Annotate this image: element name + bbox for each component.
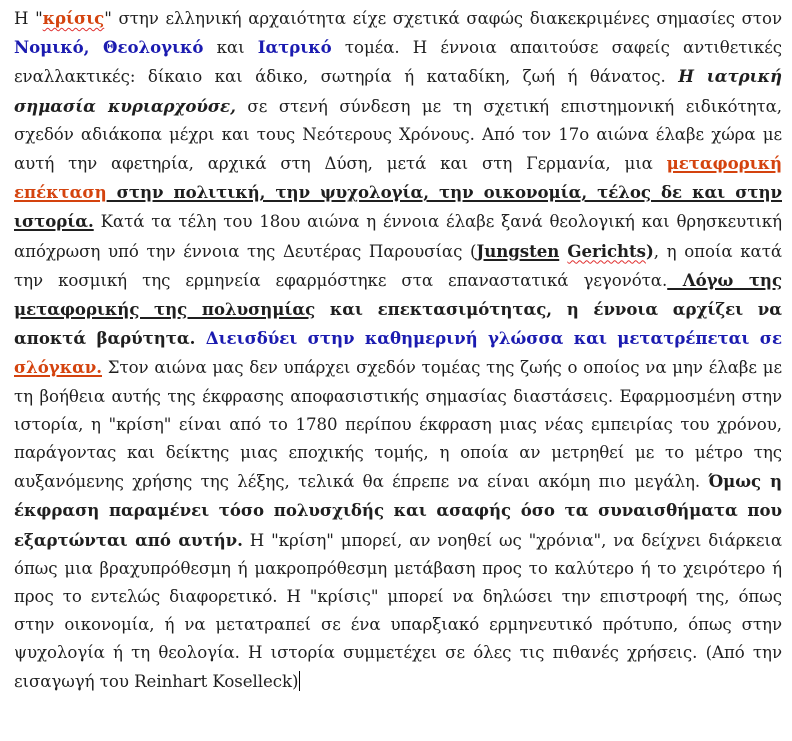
emphasis-everyday-language: Διεισδύει στην καθημερινή γλώσσα και μετατρέπεται σε [205, 328, 782, 349]
term-slogan: σλόγκαν. [14, 357, 102, 378]
text-cursor [299, 671, 300, 691]
text-run: ) [645, 240, 654, 261]
emphasis-medical-meaning: Η ιατρική σημασία κυριαρχούσε, [14, 66, 782, 116]
text-run: τομέα. Η έννοια απαιτούσε σαφείς αντιθετικές εναλλακτικές: δίκαιο και άδικο, σωτηρία ή καταδίκη, ζωή ή θάνατος. [14, 38, 782, 87]
text-run: , η οποία κατά την κοσμική της ερμηνεία εφαρμόστηκε στα επαναστατικά γεγονότα. [14, 241, 782, 290]
text-run: Στον αιώνα μας δεν υπάρχει σχεδόν τομέας της ζωής ο οποίος να μην έλαβε με τη βοήθεια αυτής της έκφρασης αποφασιστικής σημασίας διαστάσεις. Εφαρμοσμένη στην ιστορία, η "κρίση" είναι από το 1780 περίπου έκφραση μιας νέας εμπειρίας του χρόνου, παράγοντας και δείκτης μιας εποχικής τομής, η οποία αν μετρηθεί με το μέτρο της αυξανόμενης χρήσης της λέξης, τελικά θα έπρεπε να είναι ακόμη πιο μεγάλη. [14, 358, 782, 492]
text-run: και [203, 38, 258, 58]
emphasis-ambiguity: Όμως η έκφραση παραμένει τόσο πολυσχιδής και ασαφής όσο τα συναισθήματα που εξαρτώνται από αυτήν. [14, 471, 782, 550]
text-run: Η " [14, 9, 43, 28]
text-run: Η "κρίση" μπορεί, αν νοηθεί ως "χρόνια", να δείχνει διάρκεια όπως μια βραχυπρόθεσμη ή μακροπρόθεσμη μετάβαση προς το καλύτερο ή το χειρότερο ή προς το εντελώς διαφορετικό. Η "κρίσις" μπορεί να δηλώσει την επιστροφή της, όπως στην οικονομία, ή να μετατραπεί σε ένα υπαρξιακό ερμηνευτικό πρότυπο, όπως στην ψυχολογία ή τη θεολογία. Η ιστορία συμμετέχει σε όλες τις πιθανές χρήσεις. (Από την εισαγωγή του Reinhart Koselleck) [14, 530, 782, 691]
term-medical: Ιατρικό [257, 37, 332, 58]
emphasis-fields: στην πολιτική, την ψυχολογία, την οικονομία, τέλος δε και στην ιστορία. [14, 182, 782, 232]
text-run: Κατά τα τέλη του 18ου αιώνα η έννοια έλαβε ξανά θεολογική και θρησκευτική απόχρωση υπό την έννοια της Δευτέρας Παρουσίας ( [14, 212, 782, 261]
term-jungsten: Jungsten [476, 240, 560, 261]
term-gerichts: Gerichts [567, 240, 646, 261]
text-run: " στην ελληνική αρχαιότητα είχε σχετικά σαφώς διακεκριμένες σημασίες στον [104, 9, 782, 28]
document-paragraph[interactable] [14, 4, 782, 696]
term-metaphorical-extension: μεταφορική επέκταση [14, 153, 782, 203]
term-legal-theological: Νομικό, Θεολογικό [14, 37, 204, 58]
emphasis-polysemy: Λόγω της μεταφορικής της πολυσημίας [14, 269, 782, 320]
emphasis-extensibility: και επεκτασιμότητας, η έννοια αρχίζει να αποκτά βαρύτητα. [14, 299, 782, 349]
term-krisis: κρίσις [42, 8, 105, 28]
text-run: σε στενή σύνδεση με τη σχετική επιστημονική ειδικότητα, σχεδόν αδιάκοπα μέχρι και τους Νεότερους Χρόνους. Από τον 17ο αιώνα έλαβε χώρα με αυτή την αφετηρία, αρχικά στη Δύση, μετά και στη Γερμανία, μια [14, 96, 782, 174]
